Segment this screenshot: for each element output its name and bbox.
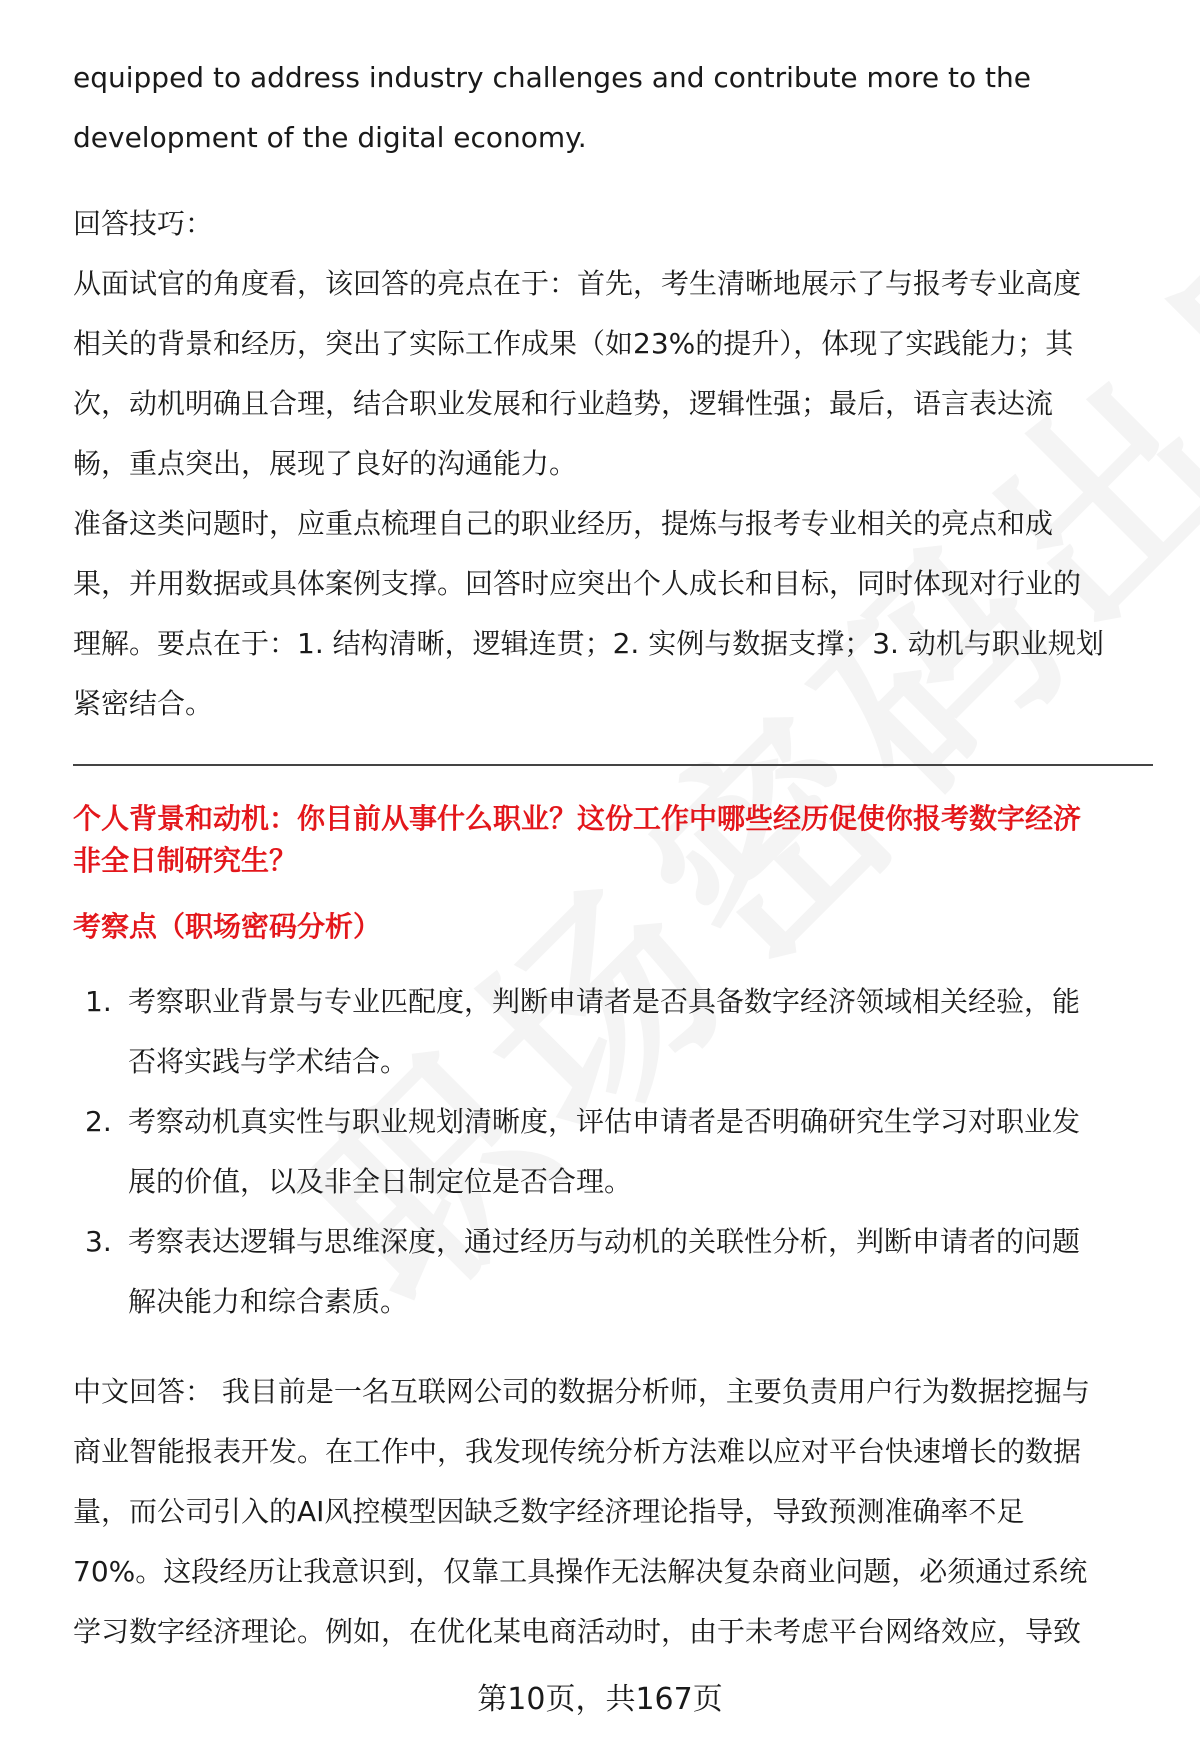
list-item [73,1212,1153,1332]
intro-paragraph [73,48,1153,168]
text-line: 次，动机明确且合理，结合职业发展和行业趋势，逻辑性强；最后，语言表达流 [73,387,1054,420]
analysis-heading: 考察点（职场密码分析） [73,910,382,943]
list-number: 1. [85,985,112,1018]
list-text: 考察动机真实性与职业规划清晰度，评估申请者是否明确研究生学习对职业发 [128,1105,1081,1138]
page-footer: 第10页，共167页 [477,1682,723,1717]
text-line: 商业智能报表开发。在工作中，我发现传统分析方法难以应对平台快速增长的数据 [73,1435,1082,1468]
list-text: 考察职业背景与专业匹配度，判断申请者是否具备数字经济领域相关经验，能 [128,985,1081,1018]
text-line: 70%。这段经历让我意识到，仅靠工具操作无法解决复杂商业问题，必须通过系统 [73,1555,1088,1588]
list-item [73,972,1153,1092]
list-number: 2. [85,1105,112,1138]
question-line: 非全日制研究生？ [73,844,298,877]
analysis-list [73,972,1153,1332]
text-line: 紧密结合。 [73,687,214,720]
text-line: 相关的背景和经历，突出了实际工作成果（如23%的提升），体现了实践能力；其 [73,327,1074,360]
text-line: 果，并用数据或具体案例支撑。回答时应突出个人成长和目标，同时体现对行业的 [73,567,1082,600]
chinese-answer [73,1362,1153,1662]
list-text: 解决能力和综合素质。 [128,1285,409,1318]
text-line: 学习数字经济理论。例如，在优化某电商活动时，由于未考虑平台网络效应，导致 [73,1615,1082,1648]
list-text: 展的价值，以及非全日制定位是否合理。 [128,1165,633,1198]
tips-heading: 回答技巧： [73,207,214,240]
text-line: 准备这类问题时，应重点梳理自己的职业经历，提炼与报考专业相关的亮点和成 [73,507,1054,540]
question-line: 个人背景和动机：你目前从事什么职业？这份工作中哪些经历促使你报考数字经济 [73,802,1082,835]
list-text: 考察表达逻辑与思维深度，通过经历与动机的关联性分析，判断申请者的问题 [128,1225,1081,1258]
text-line: 中文回答： 我目前是一名互联网公司的数据分析师，主要负责用户行为数据挖掘与 [73,1375,1090,1408]
text-line: 量，而公司引入的AI风控模型因缺乏数字经济理论指导，导致预测准确率不足 [73,1495,1025,1528]
list-text: 否将实践与学术结合。 [128,1045,409,1078]
text-line: 从面试官的角度看，该回答的亮点在于：首先，考生清晰地展示了与报考专业高度 [73,267,1082,300]
text-line: 畅，重点突出，展现了良好的沟通能力。 [73,447,578,480]
document-page [73,48,1153,1662]
list-item [73,1092,1153,1212]
question-heading [73,798,1153,882]
text-line: equipped to address industry challenges and contribute more to the [73,61,1031,94]
list-number: 3. [85,1225,112,1258]
answer-tips-section [73,194,1153,734]
section-divider [73,764,1153,766]
text-line: 理解。要点在于：1. 结构清晰，逻辑连贯；2. 实例与数据支撑；3. 动机与职业规划 [73,627,1104,660]
text-line: development of the digital economy. [73,121,587,154]
